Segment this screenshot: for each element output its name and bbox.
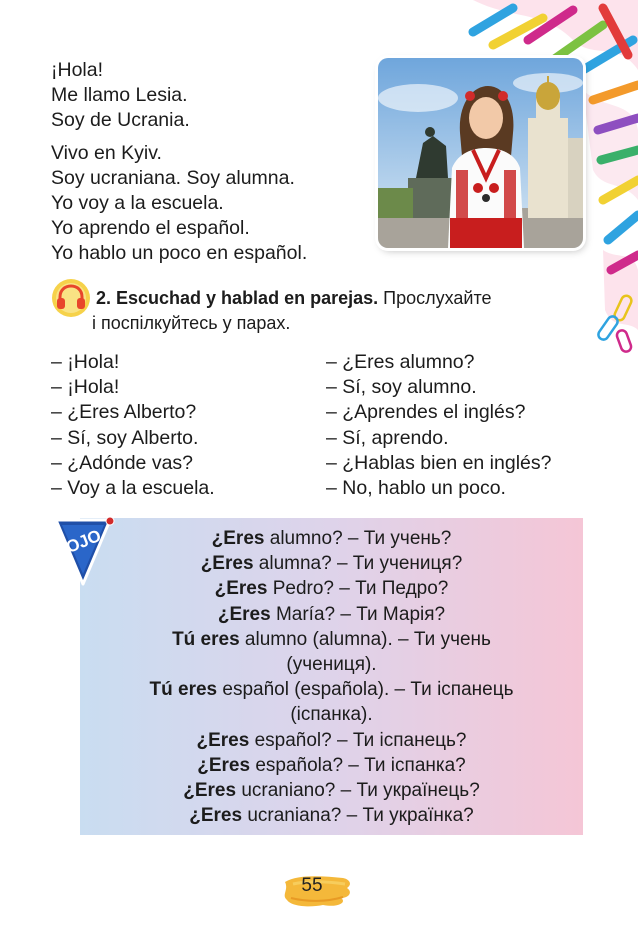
ojo-bold: ¿Eres [211,528,265,549]
dialog-line: – Sí, aprendo. [326,426,449,449]
page-number: 55 [301,875,323,896]
ojo-bold: Tú eres [172,628,240,650]
ojo-bold: Tú eres [149,679,218,701]
girl-in-vyshyvanka-icon [378,58,583,248]
intro-line: Yo voy a la escuela. [51,192,224,214]
dialog-line: – No, hablo un poco. [326,477,506,500]
dialog-line: – Sí, soy Alberto. [51,426,199,449]
ojo-rest: ucraniana? – Ти українка? [242,805,474,827]
ojo-line [80,778,583,803]
task-instruction: Прослухайте [383,288,492,308]
ojo-bold: ¿Eres [214,578,268,600]
ojo-line [80,576,583,601]
dialog-line: – ¡Hola! [51,351,120,373]
ojo-rest: Pedro? – Ти Педро? [267,578,449,600]
ojo-line [80,702,583,727]
ojo-rest: (іспанка). [290,704,373,726]
dialog-line: – Voy a la escuela. [51,477,215,500]
ojo-line [80,728,583,753]
intro-line: Yo hablo un poco en español. [51,242,308,264]
ojo-bold: ¿Eres [189,805,243,827]
ojo-line [80,627,583,652]
dialog-left [51,350,215,501]
ojo-rest: (учениця). [286,654,377,676]
ojo-badge-label: OJO [63,525,104,557]
ojo-rest: española? – Ти іспанка? [250,754,466,776]
ojo-badge-icon [52,512,122,587]
ojo-rest: alumna? – Ти учениця? [253,553,463,575]
ojo-rest: María? – Ти Марія? [270,603,446,625]
ojo-grammar-box [80,518,583,835]
girl-photo [378,58,583,248]
intro-line: Yo aprendo el español. [51,217,250,239]
dialog-line: – ¿Adónde vas? [51,451,194,474]
dialog-line: – ¡Hola! [51,376,120,399]
intro-line: Soy de Ucrania. [51,109,190,131]
ojo-line [80,602,583,627]
dialog-line: – Sí, soy alumno. [326,376,477,399]
ojo-bold: ¿Eres [197,754,251,776]
ojo-bold: ¿Eres [196,729,250,751]
intro-line: ¡Hola! [51,59,104,81]
ojo-rest: español? – Ти іспанець? [249,729,467,751]
ojo-bold: ¿Eres [217,603,271,625]
task-instruction-line2: і поспілкуйтесь у парах. [92,313,291,333]
ojo-rest: ucraniano? – Ти українець? [236,780,480,802]
ojo-line [80,551,583,576]
ojo-rest: alumno (alumna). – Ти учень [239,628,491,650]
headphones-icon[interactable] [51,278,91,318]
dialog-line: – ¿Hablas bien en inglés? [326,451,552,474]
dialog-right [326,350,551,501]
ojo-rest: alumno? – Ти учень? [264,528,452,549]
ojo-bold: ¿Eres [183,780,237,802]
intro-line: Vivo en Kyiv. [51,142,162,164]
intro-line: Me llamo Lesia. [51,84,188,106]
dialog-line: – ¿Eres Alberto? [51,401,197,424]
ojo-line [80,652,583,677]
ojo-line [80,803,583,828]
ojo-line [80,677,583,702]
ojo-rest: español (española). – Ти іспанець [217,679,514,701]
ojo-bold: ¿Eres [200,553,254,575]
task-title: 2. Escuchad y hablad en parejas. [96,288,379,308]
dialog-line: – ¿Aprendes el inglés? [326,401,526,424]
intro-line: Soy ucraniana. Soy alumna. [51,167,295,189]
ojo-line [80,526,583,551]
page-number-badge [283,870,355,910]
intro-text [51,58,307,266]
dialog-line: – ¿Eres alumno? [326,351,475,373]
ojo-line [80,753,583,778]
